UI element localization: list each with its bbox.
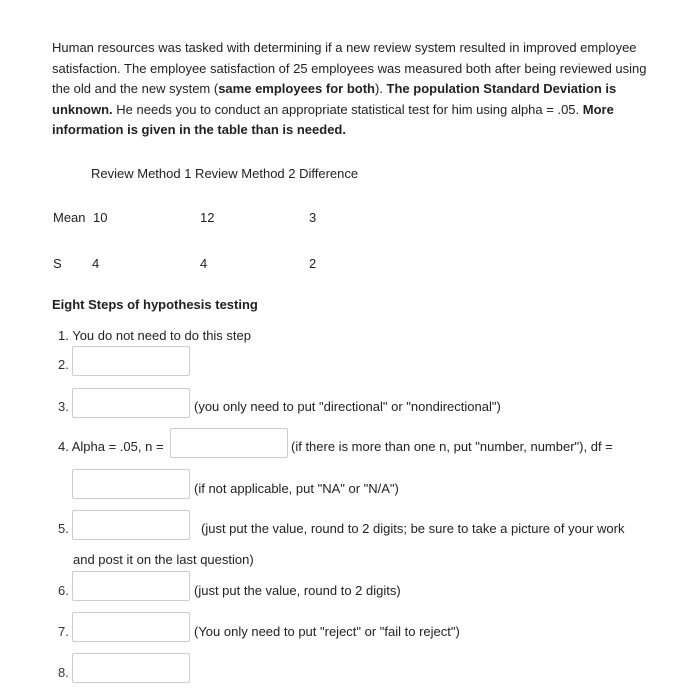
step-3-input[interactable] <box>72 388 190 418</box>
s-value-method1: 4 <box>92 256 100 271</box>
s-value-method2: 4 <box>200 256 208 271</box>
intro-text-1: Human resources was tasked with determining if a new review system resulted in improved employee satisfaction. The employee satisfaction of 25 employees was measured both after being reviewed using the old and the new system ( <box>52 40 647 96</box>
steps-title: Eight Steps of hypothesis testing <box>52 297 258 312</box>
step-4-df-hint: (if not applicable, put "NA" or "N/A") <box>194 481 399 496</box>
step-7-input[interactable] <box>72 612 190 642</box>
step-6-input[interactable] <box>72 571 190 601</box>
step-4-df-input[interactable] <box>72 469 190 499</box>
step-3-hint: (you only need to put "directional" or "nondirectional") <box>194 399 501 414</box>
step-7-hint: (You only need to put "reject" or "fail to reject") <box>194 624 460 639</box>
mean-value-difference: 3 <box>309 210 317 225</box>
step-6-number: 6. <box>58 583 69 598</box>
table-header: Review Method 1 Review Method 2 Difference <box>91 166 359 181</box>
intro-bold-3: More information is given in the table than is needed. <box>52 101 614 137</box>
step-8-input[interactable] <box>72 653 190 683</box>
mean-label: Mean <box>53 210 86 225</box>
mean-value-method1: 10 <box>93 210 108 225</box>
step-2-input[interactable] <box>72 346 190 376</box>
s-label: S <box>53 256 62 271</box>
step-4-label: 4. Alpha = .05, n = <box>58 439 164 454</box>
step-1-text: 1. You do not need to do this step <box>58 328 251 343</box>
intro-text-2: ). <box>374 81 387 96</box>
step-4-n-input[interactable] <box>170 428 288 458</box>
step-5-input[interactable] <box>72 510 190 540</box>
s-value-difference: 2 <box>309 256 317 271</box>
intro-text-3: He needs you to conduct an appropriate statistical test for him using alpha = .05. <box>112 101 583 117</box>
intro-bold-2: The population Standard Deviation is unknown. <box>52 81 617 117</box>
step-6-hint: (just put the value, round to 2 digits) <box>194 583 401 598</box>
intro-bold-1: same employees for both <box>218 81 375 96</box>
mean-value-method2: 12 <box>200 210 215 225</box>
problem-statement <box>52 38 652 141</box>
step-2-number: 2. <box>58 357 69 372</box>
step-4-hint: (if there is more than one n, put "number, number"), df = <box>291 439 613 454</box>
step-5-number: 5. <box>58 521 69 536</box>
step-5-hint: (just put the value, round to 2 digits; be sure to take a picture of your work <box>201 521 625 536</box>
step-7-number: 7. <box>58 624 69 639</box>
step-8-number: 8. <box>58 665 69 680</box>
step-5-hint-continued: and post it on the last question) <box>73 552 254 567</box>
step-3-number: 3. <box>58 399 69 414</box>
